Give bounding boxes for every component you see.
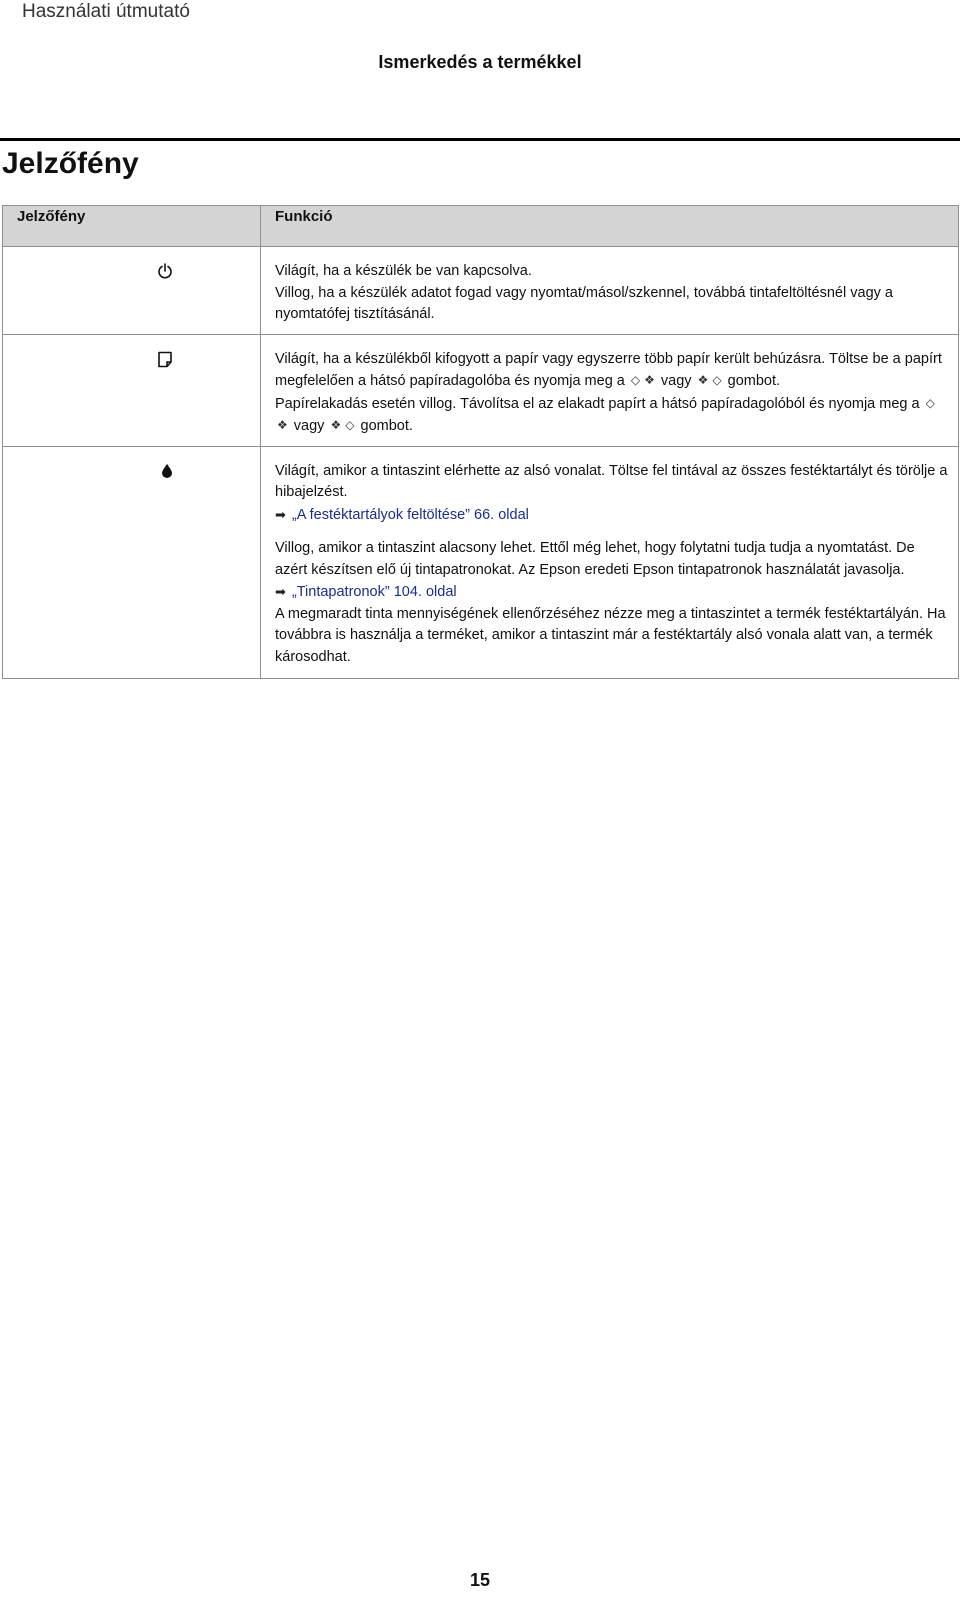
function-cell — [261, 446, 959, 679]
paper-icon — [157, 356, 173, 372]
table-header-row — [3, 206, 959, 247]
function-text: Villog, amikor a tintaszint alacsony lehet. Ettől még lehet, hogy folytatni tudja tudja a nyomtatást. De azért készítsen elő új tintapatronokat. Az Epson eredeti Epson tintapatronok használatát javasolja. — [275, 540, 915, 578]
header-cell-light: Jelzőfény — [3, 206, 261, 247]
function-cell — [261, 247, 959, 335]
text-part: Világít, ha a készülékből kifogyott a papír vagy egyszerre több papír került behúzásra. Töltse be a papírt megfelelően a hátsó papíradagolóba és nyomja meg a — [275, 350, 942, 389]
function-text — [275, 393, 948, 438]
table-row — [3, 446, 959, 679]
function-text: Világít, amikor a tintaszint elérhette az alsó vonalat. Töltse fel tintával az összes festéktartályt és törölje a hibajelzést. — [275, 462, 948, 500]
power-icon — [157, 267, 173, 283]
start-color-icon: ❖ — [697, 373, 709, 387]
light-cell — [3, 247, 261, 335]
start-color-icon: ❖ — [644, 373, 655, 387]
title-rule — [0, 138, 960, 141]
cross-reference — [275, 581, 948, 604]
function-text: Világít, ha a készülék be van kapcsolva. — [275, 263, 532, 279]
header-cell-function: Funkció — [261, 206, 959, 247]
light-cell — [3, 446, 261, 679]
arrow-right-icon: ➡ — [275, 506, 286, 522]
start-bw-icon: ◇ — [345, 418, 355, 432]
light-cell — [3, 334, 261, 446]
function-text: Villog, ha a készülék adatot fogad vagy nyomtat/másol/szkennel, továbbá tintafeltöltésnél vagy a nyomtatófej tisztításánál. — [275, 284, 893, 322]
cross-reference — [275, 504, 948, 527]
function-text: A megmaradt tinta mennyiségének ellenőrzéséhez nézze meg a tintaszintet a termék festéktartályán. Ha továbbra is használja a terméket, amikor a tintaszint már a festéktartály alsó vonala alatt van, a termék károsodhat. — [275, 605, 946, 665]
reference-link[interactable]: „A festéktartályok feltöltése” 66. oldal — [291, 506, 529, 523]
text-part: gombot. — [360, 418, 413, 434]
start-bw-icon: ◇ — [712, 373, 722, 387]
page-title: Jelzőfény — [2, 147, 139, 180]
table-row — [3, 334, 959, 446]
ink-drop-icon — [161, 466, 173, 482]
text-part: gombot. — [727, 373, 781, 389]
function-cell — [261, 334, 959, 446]
start-color-icon: ❖ — [277, 418, 288, 432]
text-part: Papírelakadás esetén villog. Távolítsa el az elakadt papírt a hátsó papíradagolóból és nyomja meg a — [275, 395, 920, 412]
start-color-icon: ❖ — [330, 418, 342, 432]
arrow-right-icon: ➡ — [275, 584, 286, 599]
indicator-table — [2, 205, 959, 679]
start-bw-icon: ◇ — [925, 395, 935, 410]
function-text — [275, 349, 948, 393]
reference-link[interactable]: „Tintapatronok” 104. oldal — [291, 584, 457, 600]
page-number: 15 — [469, 1570, 491, 1590]
text-part: vagy — [660, 373, 692, 389]
start-bw-icon: ◇ — [630, 373, 641, 387]
table-row — [3, 247, 959, 335]
text-part: vagy — [293, 418, 325, 434]
section-title: Ismerkedés a termékkel — [378, 52, 582, 72]
running-title: Használati útmutató — [22, 1, 190, 22]
